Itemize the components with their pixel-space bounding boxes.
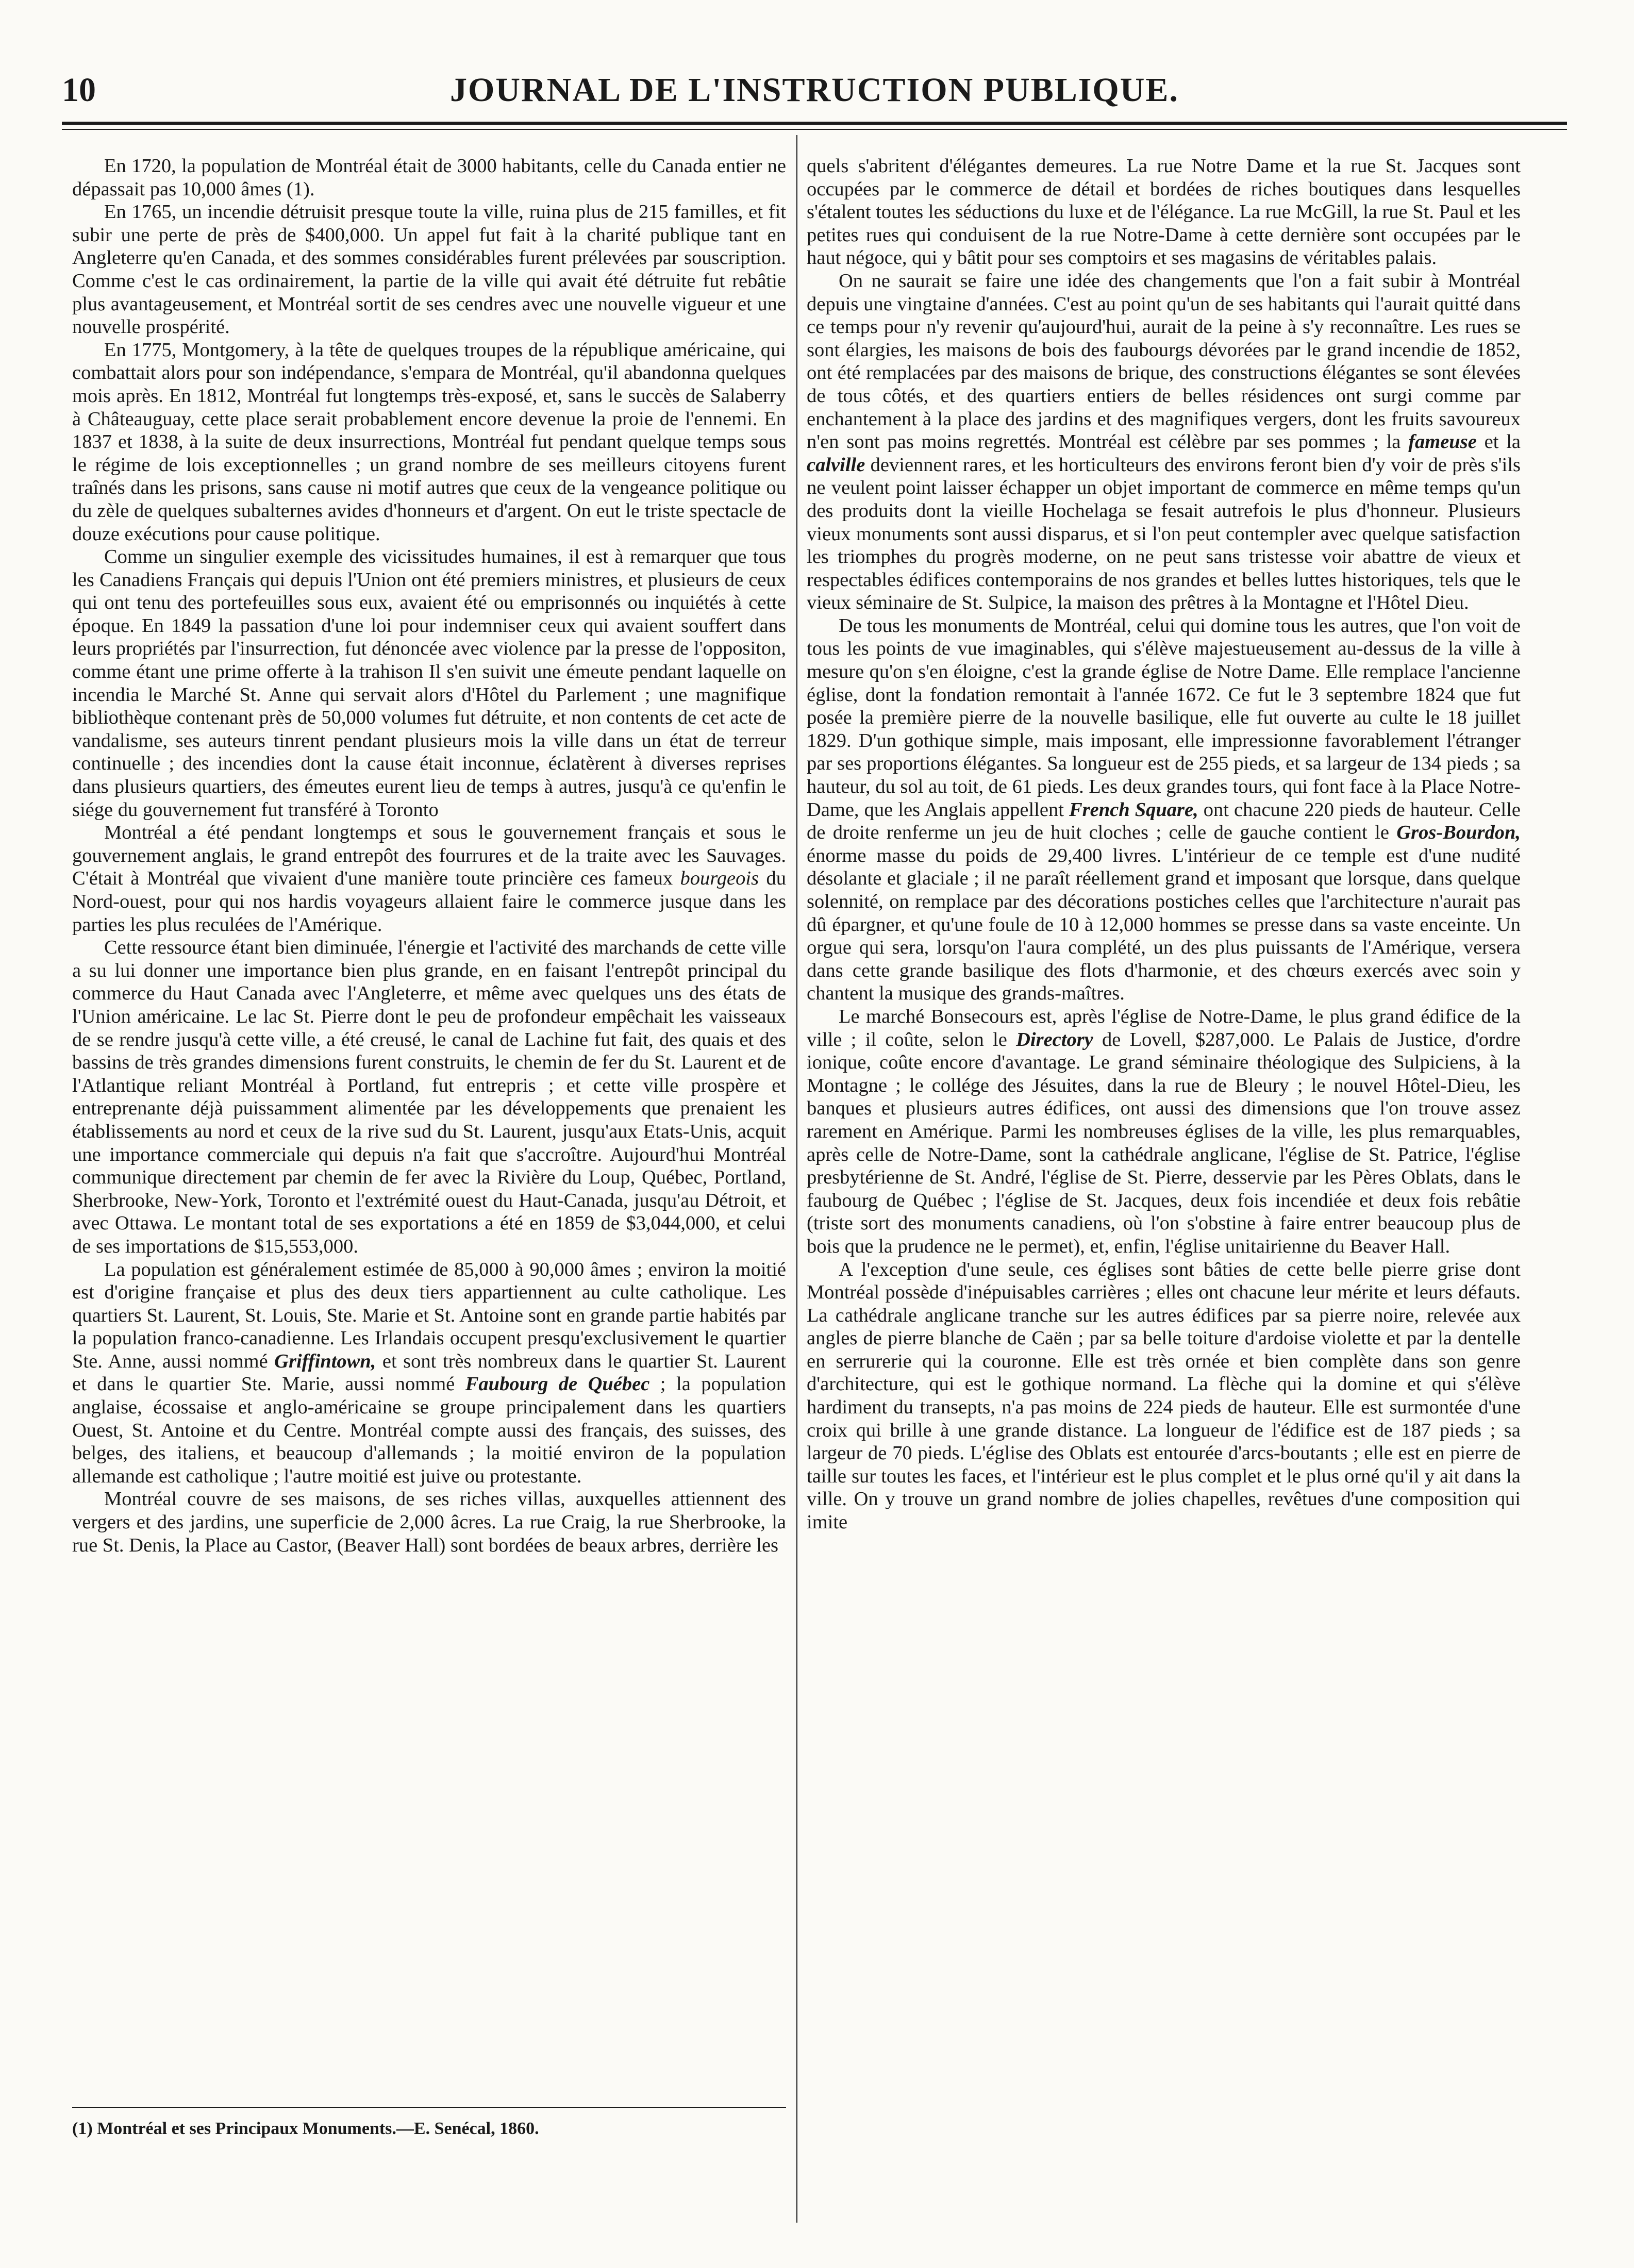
italic-term: Faubourg de Québec <box>465 1373 650 1395</box>
paragraph: En 1720, la population de Montréal était de 3000 habitants, celle du Canada entier ne dépassait pas 10,000 âmes (1). <box>72 155 786 200</box>
text-run: La population est généralement estimée de 85,000 à 90,000 âmes ; environ la moitié est d'origine française et plus des deux tiers appartiennent au culte catholique. Les quartiers St. Laurent, St. Louis, Ste. Marie et St. Antoine sont en grande partie habités par la population franco-canadienne. Les Irlandais occupent presqu'exclusivement le quartier Ste. Anne, aussi nommé <box>72 1258 786 1372</box>
paragraph <box>807 1005 1521 1258</box>
text-run: du Nord-ouest, pour qui nos hardis voyageurs allaient faire le commerce jusque dans les parties les plus reculées de l'Amérique. <box>72 868 787 936</box>
paragraph <box>72 821 786 936</box>
text-run: De tous les monuments de Montréal, celui qui domine tous les autres, que l'on voit de tous les points de vue imaginables, qui s'élève majestueusement au-dessus de la ville à mesure qu'on s'en éloigne, c'est la grande église de Notre Dame. Elle remplace l'ancienne église, dont la fondation remontait à l'année 1672. Ce fut le 3 septembre 1824 que fut posée la première pierre de la nouvelle basilique, elle fut ouverte au culte le 18 juillet 1829. D'un gothique simple, mais imposant, elle impressionne favorablement l'étranger par ses proportions élégantes. Sa longueur est de 255 pieds, et sa largeur de 134 pieds ; sa hauteur, du sol au toit, de 61 pieds. Les deux grandes tours, qui font face à la Place Notre-Dame, que les Anglais appellent <box>807 614 1521 821</box>
running-title: JOURNAL DE L'INSTRUCTION PUBLIQUE. <box>450 71 1179 109</box>
paragraph: Cette ressource étant bien diminuée, l'énergie et l'activité des marchands de cette ville a su lui donner une importance bien plus grande, en en faisant l'entrepôt principal du commerce du Haut Canada avec l'Angleterre, et même avec quelques uns des états de l'Union américaine. Le lac St. Pierre dont le peu de profondeur empêchait les vaisseaux de se rendre jusqu'à cette ville, a été creusé, le canal de Lachine fut fait, des quais et des bassins de très grandes dimensions furent construits, le chemin de fer du St. Laurent et de l'Atlantique reliant Montréal à Portland, fut entrepris ; et cette ville prospère et entreprenante déjà puissamment alimentée par les développements que prenaient les établissements au nord et ceux de la rive sud du St. Laurent, jusqu'aux Etats-Unis, acquit une importance commerciale qui depuis n'a fait que s'accroître. Aujourd'hui Montréal communique directement par chemin de fer avec la Rivière du Loup, Québec, Portland, Sherbrooke, New-York, Toronto et l'extrémité ouest du Haut-Canada, jusqu'au Détroit, et avec Ottawa. Le montant total de ses exportations a été en 1859 de $3,044,000, et celui de ses importations de $15,553,000. <box>72 937 786 1257</box>
text-run: Le marché Bonsecours est, après l'église de Notre-Dame, le plus grand édifice de la ville ; il coûte, selon le <box>807 1005 1521 1050</box>
text-run: On ne saurait se faire une idée des changements que l'on a fait subir à Montréal depuis une vingtaine d'années. C'est au point qu'un de ses habitants qui l'aurait quitté dans ce temps pour n'y revenir qu'aujourd'hui, aurait de la peine à s'y reconnaître. Les rues se sont élargies, les maisons de bois des faubourgs dévorées par le grand incendie de 1852, ont été remplacées par des maisons de brique, des constructions élégantes se sont élevées de tous côtés, et des quartiers entiers de belles résidences ont surgi comme par enchantement à la place des jardins et des magnifiques vergers, dont les fruits savoureux n'en sont pas moins regrettés. Montréal est célèbre par ses pommes ; la <box>807 270 1521 453</box>
paragraph: Comme un singulier exemple des vicissitudes humaines, il est à remarquer que tous les Canadiens Français qui depuis l'Union ont été premiers ministres, et plusieurs de ceux qui ont tenu des portefeuilles sous eux, avaient été ou emprisonnés ou inquiétés à cette époque. En 1849 la passation d'une loi pour indemniser ceux qui avaient souffert dans leurs propriétés par l'insurrection, fut dénoncée avec violence par la presse de l'oppositon, comme étant une prime offerte à la trahison Il s'en suivit une émeute pendant laquelle on incendia le Marché St. Anne qui servait alors d'Hôtel du Parlement ; une magnifique bibliothèque contenant près de 50,000 volumes fut détruite, et non contents de cet acte de vandalisme, ses auteurs tinrent pendant plusieurs mois la ville dans un état de terreur continuelle ; des incendies dont la cause était inconnue, éclatèrent à diverses reprises dans plusieurs quartiers, des émeutes eurent lieu de temps à autres, jusqu'à ce qu'enfin le siége du gouvernement fut transféré à Toronto <box>72 546 786 821</box>
italic-term: Griffintown, <box>274 1350 376 1372</box>
italic-term: Directory <box>1016 1028 1093 1050</box>
text-run: Montréal a été pendant longtemps et sous le gouvernement français et sous le gouvernement anglais, le grand entrepôt des fourrures et de la traite avec les Sauvages. C'était à Montréal que vivaient d'une manière toute princière ces fameux <box>72 822 786 890</box>
italic-term: fameuse <box>1408 431 1477 453</box>
paragraph: En 1765, un incendie détruisit presque toute la ville, ruina plus de 215 familles, et fit subir une perte de près de $400,000. Un appel fut fait à la charité publique tant en Angleterre qu'en Canada, et des sommes considérables furent prélevées par souscription. Comme c'est le cas ordinairement, la partie de la ville qui avait été détruite fut rebâtie plus avantageusement, et Montréal sortit de ses cendres avec une nouvelle vigueur et une nouvelle prospérité. <box>72 201 786 338</box>
text-run: ont chacune 220 pieds de hauteur. Celle de droite renferme un jeu de huit cloches ; celle de gauche contient le <box>807 798 1521 844</box>
italic-term: bourgeois <box>680 868 759 890</box>
italic-term: Gros-Bourdon, <box>1396 822 1521 844</box>
page-header <box>62 67 1567 113</box>
paragraph <box>807 614 1521 1005</box>
text-run: de Lovell, $287,000. Le Palais de Justice, d'ordre ionique, coûte encore d'avantage. Le grand séminaire théologique des Sulpiciens, à la Montagne ; le collége des Jésuites, dans la rue de Bleury ; le nouvel Hôtel-Dieu, les banques et plusieurs autres édifices, ont aussi des dimensions que l'on trouve assez rarement en Amérique. Parmi les nombreuses églises de la ville, les plus remarquables, après celle de Notre-Dame, sont la cathédrale anglicane, l'église de St. Patrice, l'église presbytérienne de St. André, l'église de St. Pierre, desservie par les Pères Oblats, dans le faubourg de Québec ; l'église de St. Jacques, deux fois incendiée et deux fois rebâtie (triste sort des monuments canadiens, où l'on s'obstine à faire entrer beaucoup plus de bois que la prudence ne le permet), et, enfin, l'église unitairienne du Beaver Hall. <box>807 1028 1521 1257</box>
paragraph <box>72 1258 786 1488</box>
header-rule-thin <box>62 129 1567 130</box>
footnote: (1) Montréal et ses Principaux Monuments.—E. Senécal, 1860. <box>72 2119 539 2138</box>
paragraph: A l'exception d'une seule, ces églises sont bâties de cette belle pierre grise dont Montréal possède d'inépuisables carrières ; elles ont chacune leur mérite et leurs défauts. La cathédrale anglicane tranche sur les autres édifices par sa pierre noire, relevée aux angles de pierre blanche de Caën ; par sa belle toiture d'ardoise violette et par la dentelle en serrurerie qui la couronne. Elle est très ornée et bien complète dans son genre d'architecture, qui est le gothique normand. La flèche qui la domine et qui s'élève hardiment du transepts, n'a pas moins de 224 pieds de hauteur. Elle est surmontée d'une croix qui brille à une grande distance. La longueur de l'édifice est de 187 pieds ; sa largeur de 70 pieds. L'église des Oblats est entourée d'arcs-boutants ; elle est en pierre de taille sur toutes les faces, et l'intérieur est le plus complet et le plus orné qu'il y ait dans la ville. On y trouve un grand nombre de jolies chapelles, revêtues d'une composition qui imite <box>807 1258 1521 1533</box>
paragraph <box>807 270 1521 614</box>
text-run: et la <box>1476 431 1521 453</box>
text-run: ; la population anglaise, écossaise et anglo-américaine se groupe principalement dans les quartiers Ouest, St. Antoine et du Centre. Montréal compte aussi des français, des suisses, des belges, des italiens, et beaucoup d'allemands ; la moitié environ de la population allemande est catholique ; l'autre moitié est juive ou protestante. <box>72 1373 786 1487</box>
page-number: 10 <box>62 71 96 109</box>
paragraph: En 1775, Montgomery, à la tête de quelques troupes de la république américaine, qui combattait alors pour son indépendance, s'empara de Montréal, qu'il abandonna quelques mois après. En 1812, Montréal fut longtemps très-exposé, et, sans le succès de Salaberry à Châteauguay, cette place serait probablement encore devenue la proie de l'ennemi. En 1837 et 1838, à la suite de deux insurrections, Montréal fut pendant quelque temps sous le régime de lois exceptionnelles ; un grand nombre de ses meilleurs citoyens furent traînés dans les prisons, sans cause ni motif autres que ceux de la vengeance politique ou du zèle de quelques subalternes avides d'honneurs et d'argent. On eut le triste spectacle de douze exécutions pour cause politique. <box>72 339 786 545</box>
column-divider <box>796 135 797 2223</box>
text-run: énorme masse du poids de 29,400 livres. L'intérieur de ce temple est d'une nudité désolante et glaciale ; il ne paraît réellement grand et imposant que lorsque, dans quelque solennité, on remplace par des décorations postiches celles que l'architecture n'aurait pas dû épargner, et qu'une foule de 10 à 12,000 hommes se presse dans sa vaste enceinte. Un orgue qui sera, lorsqu'on l'aura complété, un des plus puissants de l'Amérique, versera dans cette grande basilique des flots d'harmonie, et des chœurs exercés avec soin y chantent la musique des grands-maîtres. <box>807 844 1521 1005</box>
text-run: et sont très nombreux dans le quartier St. Laurent et dans le quartier Ste. Marie, aussi nommé <box>72 1350 786 1395</box>
footnote-rule <box>72 2107 786 2108</box>
left-column <box>72 155 786 2088</box>
italic-term: French Square, <box>1069 798 1198 821</box>
text-run: deviennent rares, et les horticulteurs des environs feront bien d'y voir de près s'ils ne veulent point laisser échapper un objet important de commerce en même temps qu'un des produits dont la vieille Hochelaga se fesait autrefois le plus d'honneur. Plusieurs vieux monuments sont aussi disparus, et si l'on peut contempler avec quelque satisfaction les triomphes du progrès moderne, on ne peut sans tristesse voir abattre de vieux et respectables édifices contemporains de nos grandes et belles luttes historiques, tels que le vieux séminaire de St. Sulpice, la maison des prêtres à la Montagne et l'Hôtel Dieu. <box>807 454 1521 614</box>
right-column <box>807 155 1521 2227</box>
paragraph: Montréal couvre de ses maisons, de ses riches villas, auxquelles attiennent des vergers et des jardins, une superficie de 2,000 âcres. La rue Craig, la rue Sherbrooke, la rue St. Denis, la Place au Castor, (Beaver Hall) sont bordées de beaux arbres, derrière les <box>72 1488 786 1556</box>
italic-term: calville <box>807 454 865 476</box>
header-rule-thick <box>62 122 1567 125</box>
paragraph: quels s'abritent d'élégantes demeures. La rue Notre Dame et la rue St. Jacques sont occupées par le commerce de détail et bordées de riches boutiques dans lesquelles s'étalent toutes les séductions du luxe et de l'élégance. La rue McGill, la rue St. Paul et les petites rues qui conduisent de la rue Notre-Dame à cette dernière sont occupées par le haut négoce, qui y bâtit pour ses comptoirs et ses magasins de véritables palais. <box>807 155 1521 269</box>
